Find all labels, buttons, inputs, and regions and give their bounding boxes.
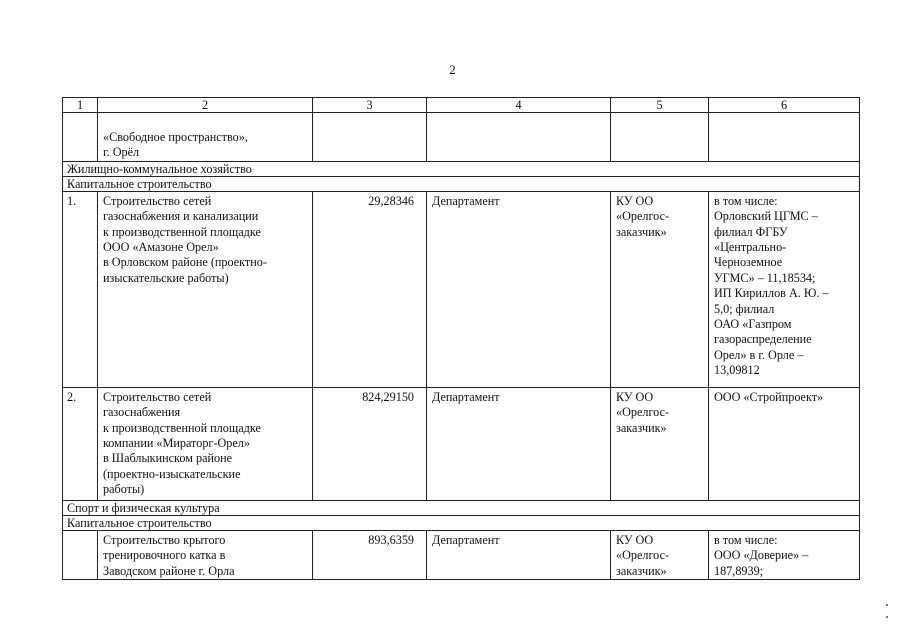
cell-line: «Орелгос- xyxy=(616,405,670,420)
cell-line: Заводском районе г. Орла xyxy=(103,563,235,578)
amount-cell: 824,29150 xyxy=(313,387,427,500)
cell-line: «Свободное пространство», xyxy=(103,130,248,144)
cell-line: ОАО «Газпром xyxy=(714,317,792,332)
table-row xyxy=(63,387,860,500)
document-table xyxy=(62,97,860,580)
column-header: 4 xyxy=(427,98,611,113)
cell-line: заказчик» xyxy=(616,224,667,239)
cell-line: ООО «Доверие» – xyxy=(714,548,809,563)
cell-line: Орел» в г. Орле – xyxy=(714,347,804,362)
cell-line: в том числе: xyxy=(714,532,778,547)
row-number: 1. xyxy=(63,191,98,387)
object-name-cell xyxy=(98,113,313,162)
column-number-row xyxy=(63,98,860,113)
executor-cell xyxy=(611,530,709,579)
contractor-cell xyxy=(709,530,860,579)
cell-line: Строительство крытого xyxy=(103,532,226,547)
customer-cell: Департамент xyxy=(427,530,611,579)
cell-line: заказчик» xyxy=(616,420,667,435)
section-row xyxy=(63,161,860,176)
row-number xyxy=(63,530,98,579)
cell-line: изыскательские работы) xyxy=(103,270,229,285)
column-header: 5 xyxy=(611,98,709,113)
cell-line: в том числе: xyxy=(714,193,778,208)
section-row xyxy=(63,500,860,515)
cell-line: тренировочного катка в xyxy=(103,548,226,563)
cell-line: Орловский ЦГМС – xyxy=(714,209,818,224)
cell-line: 5,0; филиал xyxy=(714,301,775,316)
section-title: Жилищно-коммунальное хозяйство xyxy=(63,161,860,176)
cell-line: в Шаблыкинском районе xyxy=(103,451,233,466)
subsection-row xyxy=(63,176,860,191)
amount-cell: 29,28346 xyxy=(313,191,427,387)
cell-line: «Орелгос- xyxy=(616,209,670,224)
cell-line: г. Орёл xyxy=(103,145,140,160)
page-number: 2 xyxy=(449,62,456,77)
executor-cell xyxy=(611,387,709,500)
cell-line: газораспределение xyxy=(714,332,812,347)
cell-line: (проектно-изыскательские xyxy=(103,466,241,481)
subsection-title: Капитальное строительство xyxy=(63,515,860,530)
cell-line: ООО «Амазоне Орел» xyxy=(103,240,219,255)
cell-line: газоснабжения и канализации xyxy=(103,209,259,224)
column-header: 3 xyxy=(313,98,427,113)
subsection-row xyxy=(63,515,860,530)
table-row xyxy=(63,113,860,162)
cell-line: УГМС» – 11,18534; xyxy=(714,270,816,285)
cell-line: филиал ФГБУ xyxy=(714,224,788,239)
row-number: 2. xyxy=(63,387,98,500)
cell-line: 187,8939; xyxy=(714,563,764,578)
executor-cell xyxy=(611,191,709,387)
table-row xyxy=(63,530,860,579)
amount-cell: 893,6359 xyxy=(313,530,427,579)
column-header: 1 xyxy=(63,98,98,113)
scan-speck xyxy=(886,604,888,606)
cell-line: к производственной площадке xyxy=(103,224,261,239)
object-name-cell xyxy=(98,191,313,387)
cell-line: компании «Мираторг-Орел» xyxy=(103,436,250,451)
cell-line: КУ ОО xyxy=(616,389,654,404)
cell-line: «Орелгос- xyxy=(616,548,670,563)
cell-line: Строительство сетей xyxy=(103,193,212,208)
cell-line: к производственной площадке xyxy=(103,420,261,435)
cell-line: Черноземное xyxy=(714,255,783,270)
scan-speck xyxy=(886,616,888,618)
cell-line: работы) xyxy=(103,482,145,497)
column-header: 6 xyxy=(709,98,860,113)
cell-line: КУ ОО xyxy=(616,532,654,547)
object-name-cell xyxy=(98,387,313,500)
cell-line: КУ ОО xyxy=(616,193,654,208)
contractor-cell xyxy=(709,191,860,387)
contractor-cell xyxy=(709,387,860,500)
cell-line: в Орловском районе (проектно- xyxy=(103,255,267,270)
table-row xyxy=(63,191,860,387)
cell-line: ИП Кириллов А. Ю. – xyxy=(714,286,829,301)
cell-line: 13,09812 xyxy=(714,363,760,378)
cell-line: заказчик» xyxy=(616,563,667,578)
customer-cell: Департамент xyxy=(427,387,611,500)
cell-line: газоснабжения xyxy=(103,405,181,420)
subsection-title: Капитальное строительство xyxy=(63,176,860,191)
column-header: 2 xyxy=(98,98,313,113)
object-name-cell xyxy=(98,530,313,579)
cell-line: Строительство сетей xyxy=(103,389,212,404)
customer-cell: Департамент xyxy=(427,191,611,387)
section-title: Спорт и физическая культура xyxy=(63,500,860,515)
cell-line: «Центрально- xyxy=(714,240,787,255)
cell-line: ООО «Стройпроект» xyxy=(714,389,824,404)
